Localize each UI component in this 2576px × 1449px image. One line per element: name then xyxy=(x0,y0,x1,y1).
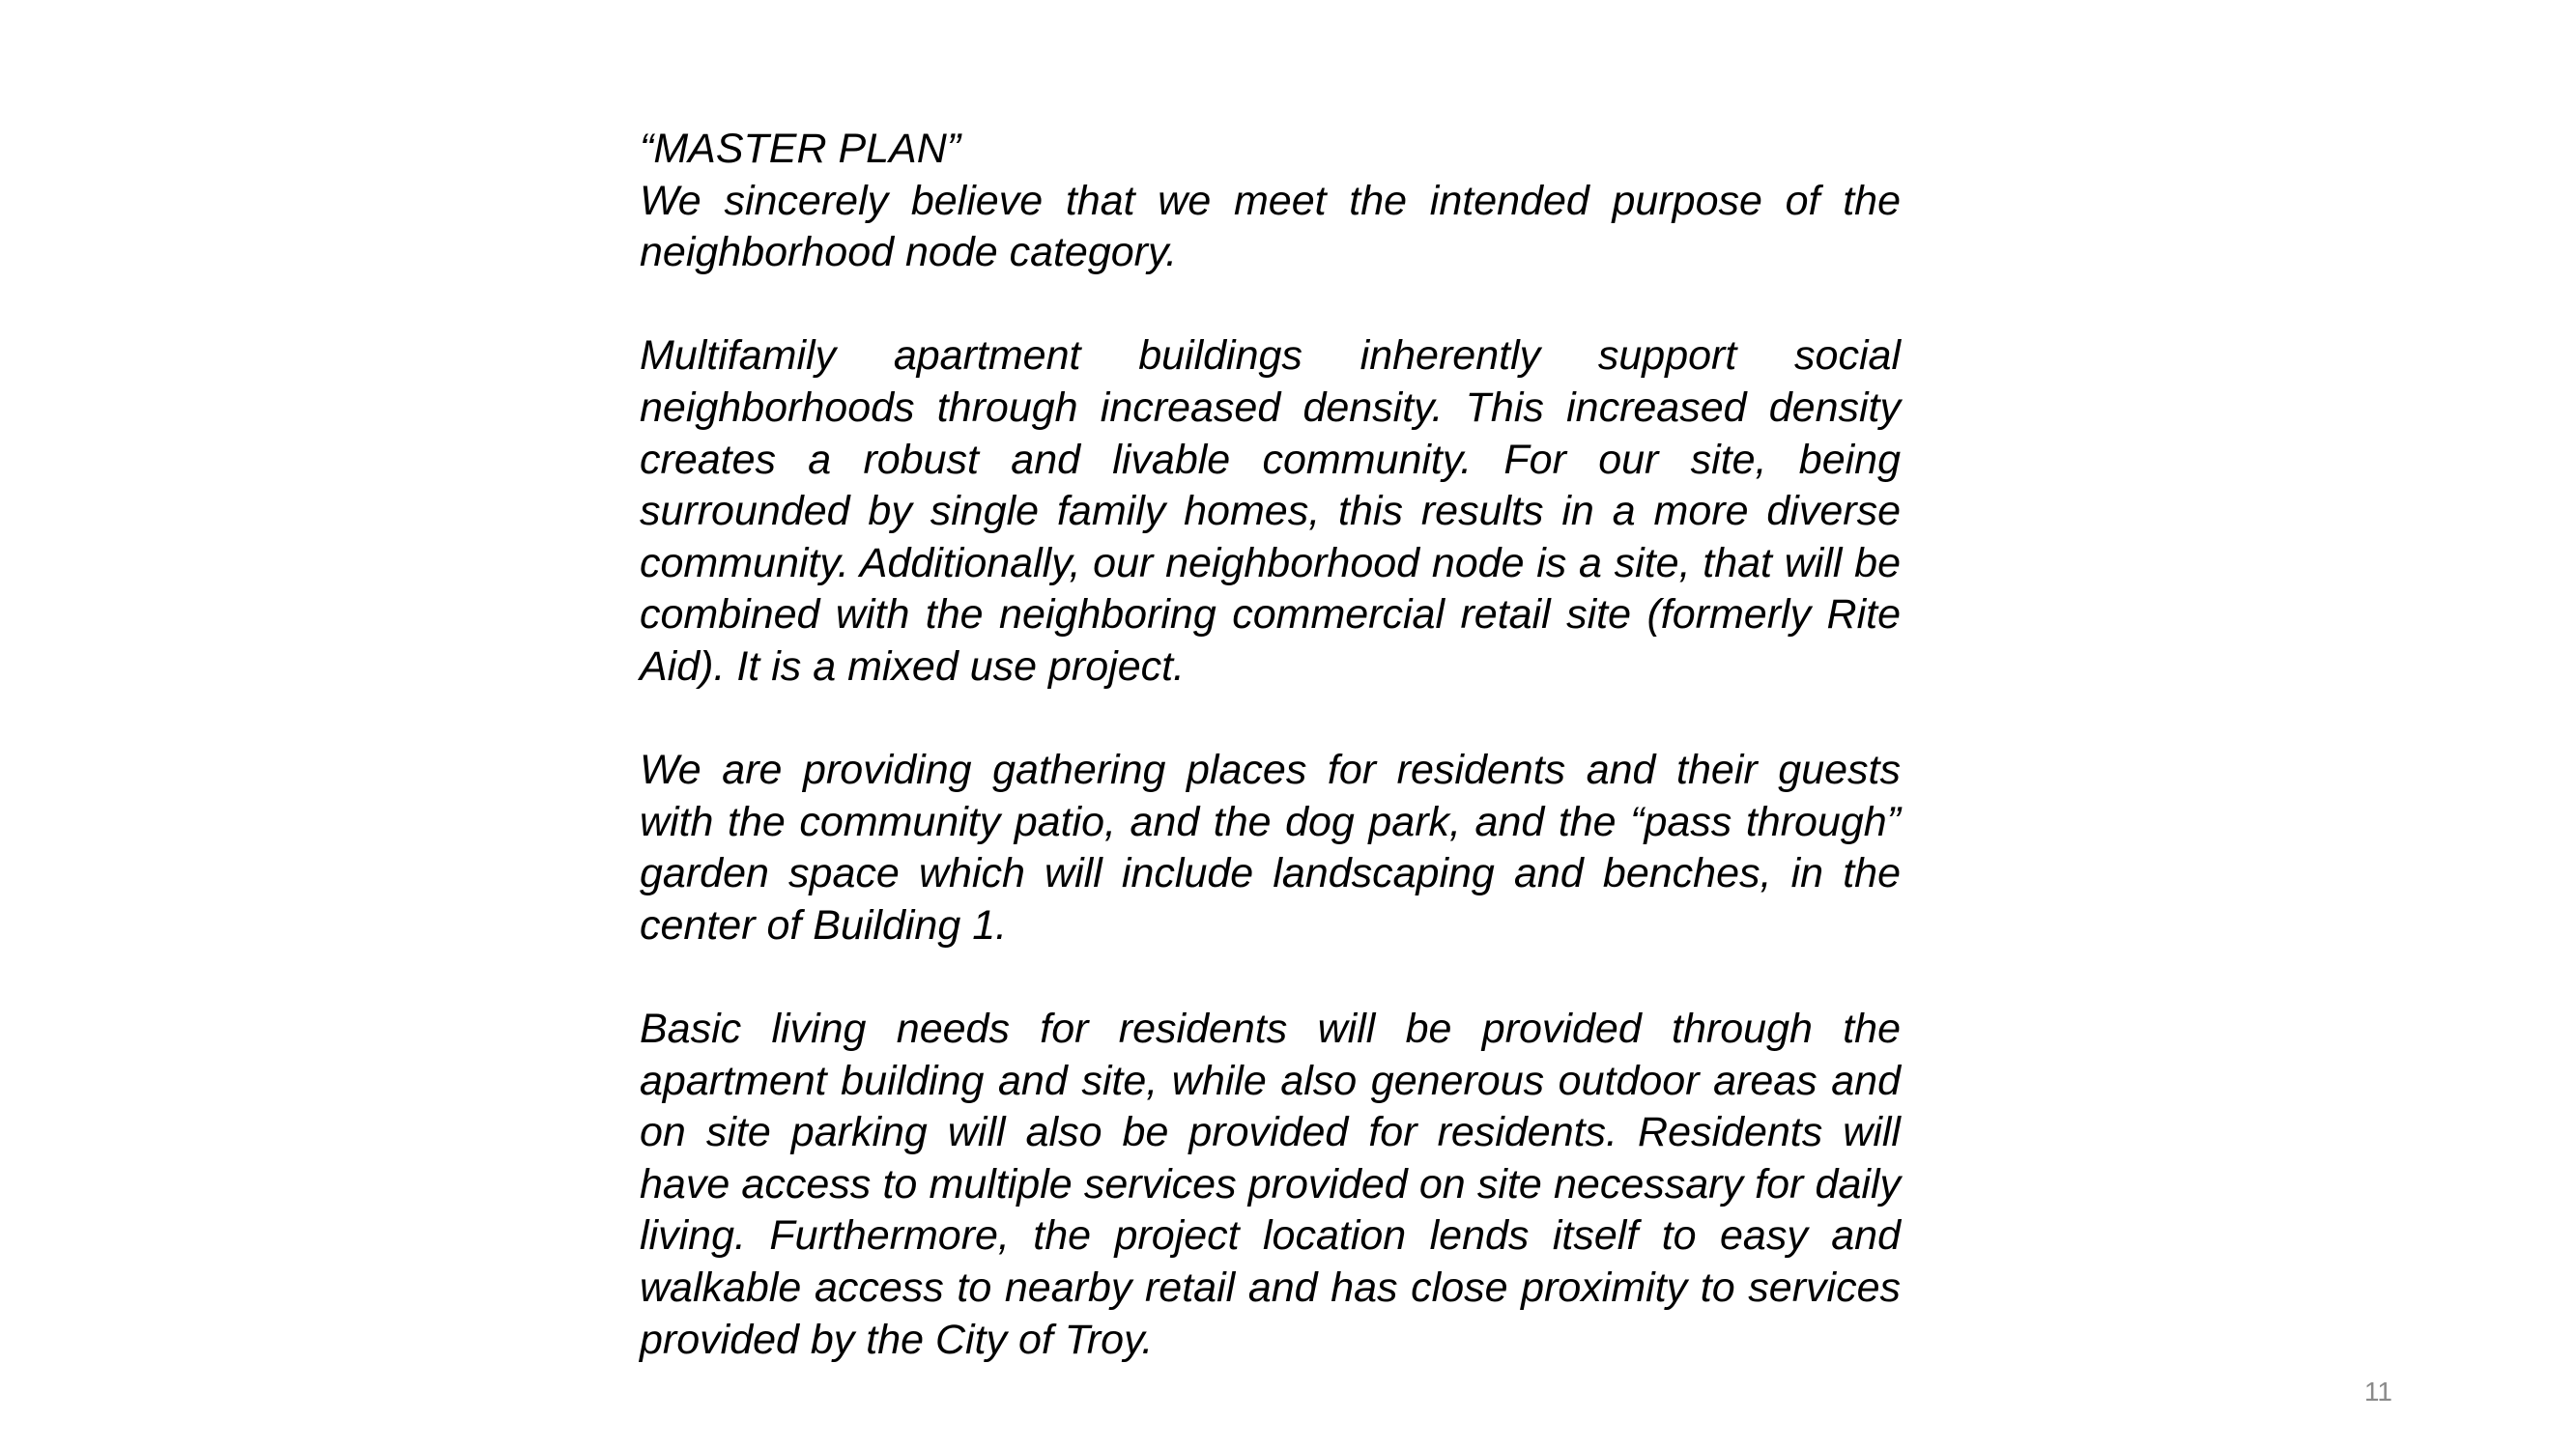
paragraph-gathering-places: We are providing gathering places for residents and their guests with the community patio, and the dog park, and the “pass through” garden space which will include landscaping and benches, in the center of Building 1. xyxy=(640,747,1901,949)
paragraph-living-needs: Basic living needs for residents will be provided through the apartment building and site, while also generous outdoor areas and on site parking will also be provided for residents. Residents will have access to multiple services provided on site necessary for daily living. Furthermore, the project location lends itself to easy and walkable access to nearby retail and has close proximity to services provided by the City of Troy. xyxy=(640,1006,1901,1363)
page-number: 11 xyxy=(2363,1377,2392,1406)
page-title: “MASTER PLAN” xyxy=(640,126,961,172)
paragraph-intro: We sincerely believe that we meet the intended purpose of the neighborhood node category. xyxy=(640,177,1901,276)
paragraph-density: Multifamily apartment buildings inherently support social neighborhoods through increased density. This increased density creates a robust and livable community. For our site, being surrounded by single family homes, this results in a more diverse community. Additionally, our neighborhood node is a site, that will be combined with the neighboring commercial retail site (formerly Rite Aid). It is a mixed use project. xyxy=(640,332,1901,690)
body-text-block xyxy=(640,124,1901,1366)
